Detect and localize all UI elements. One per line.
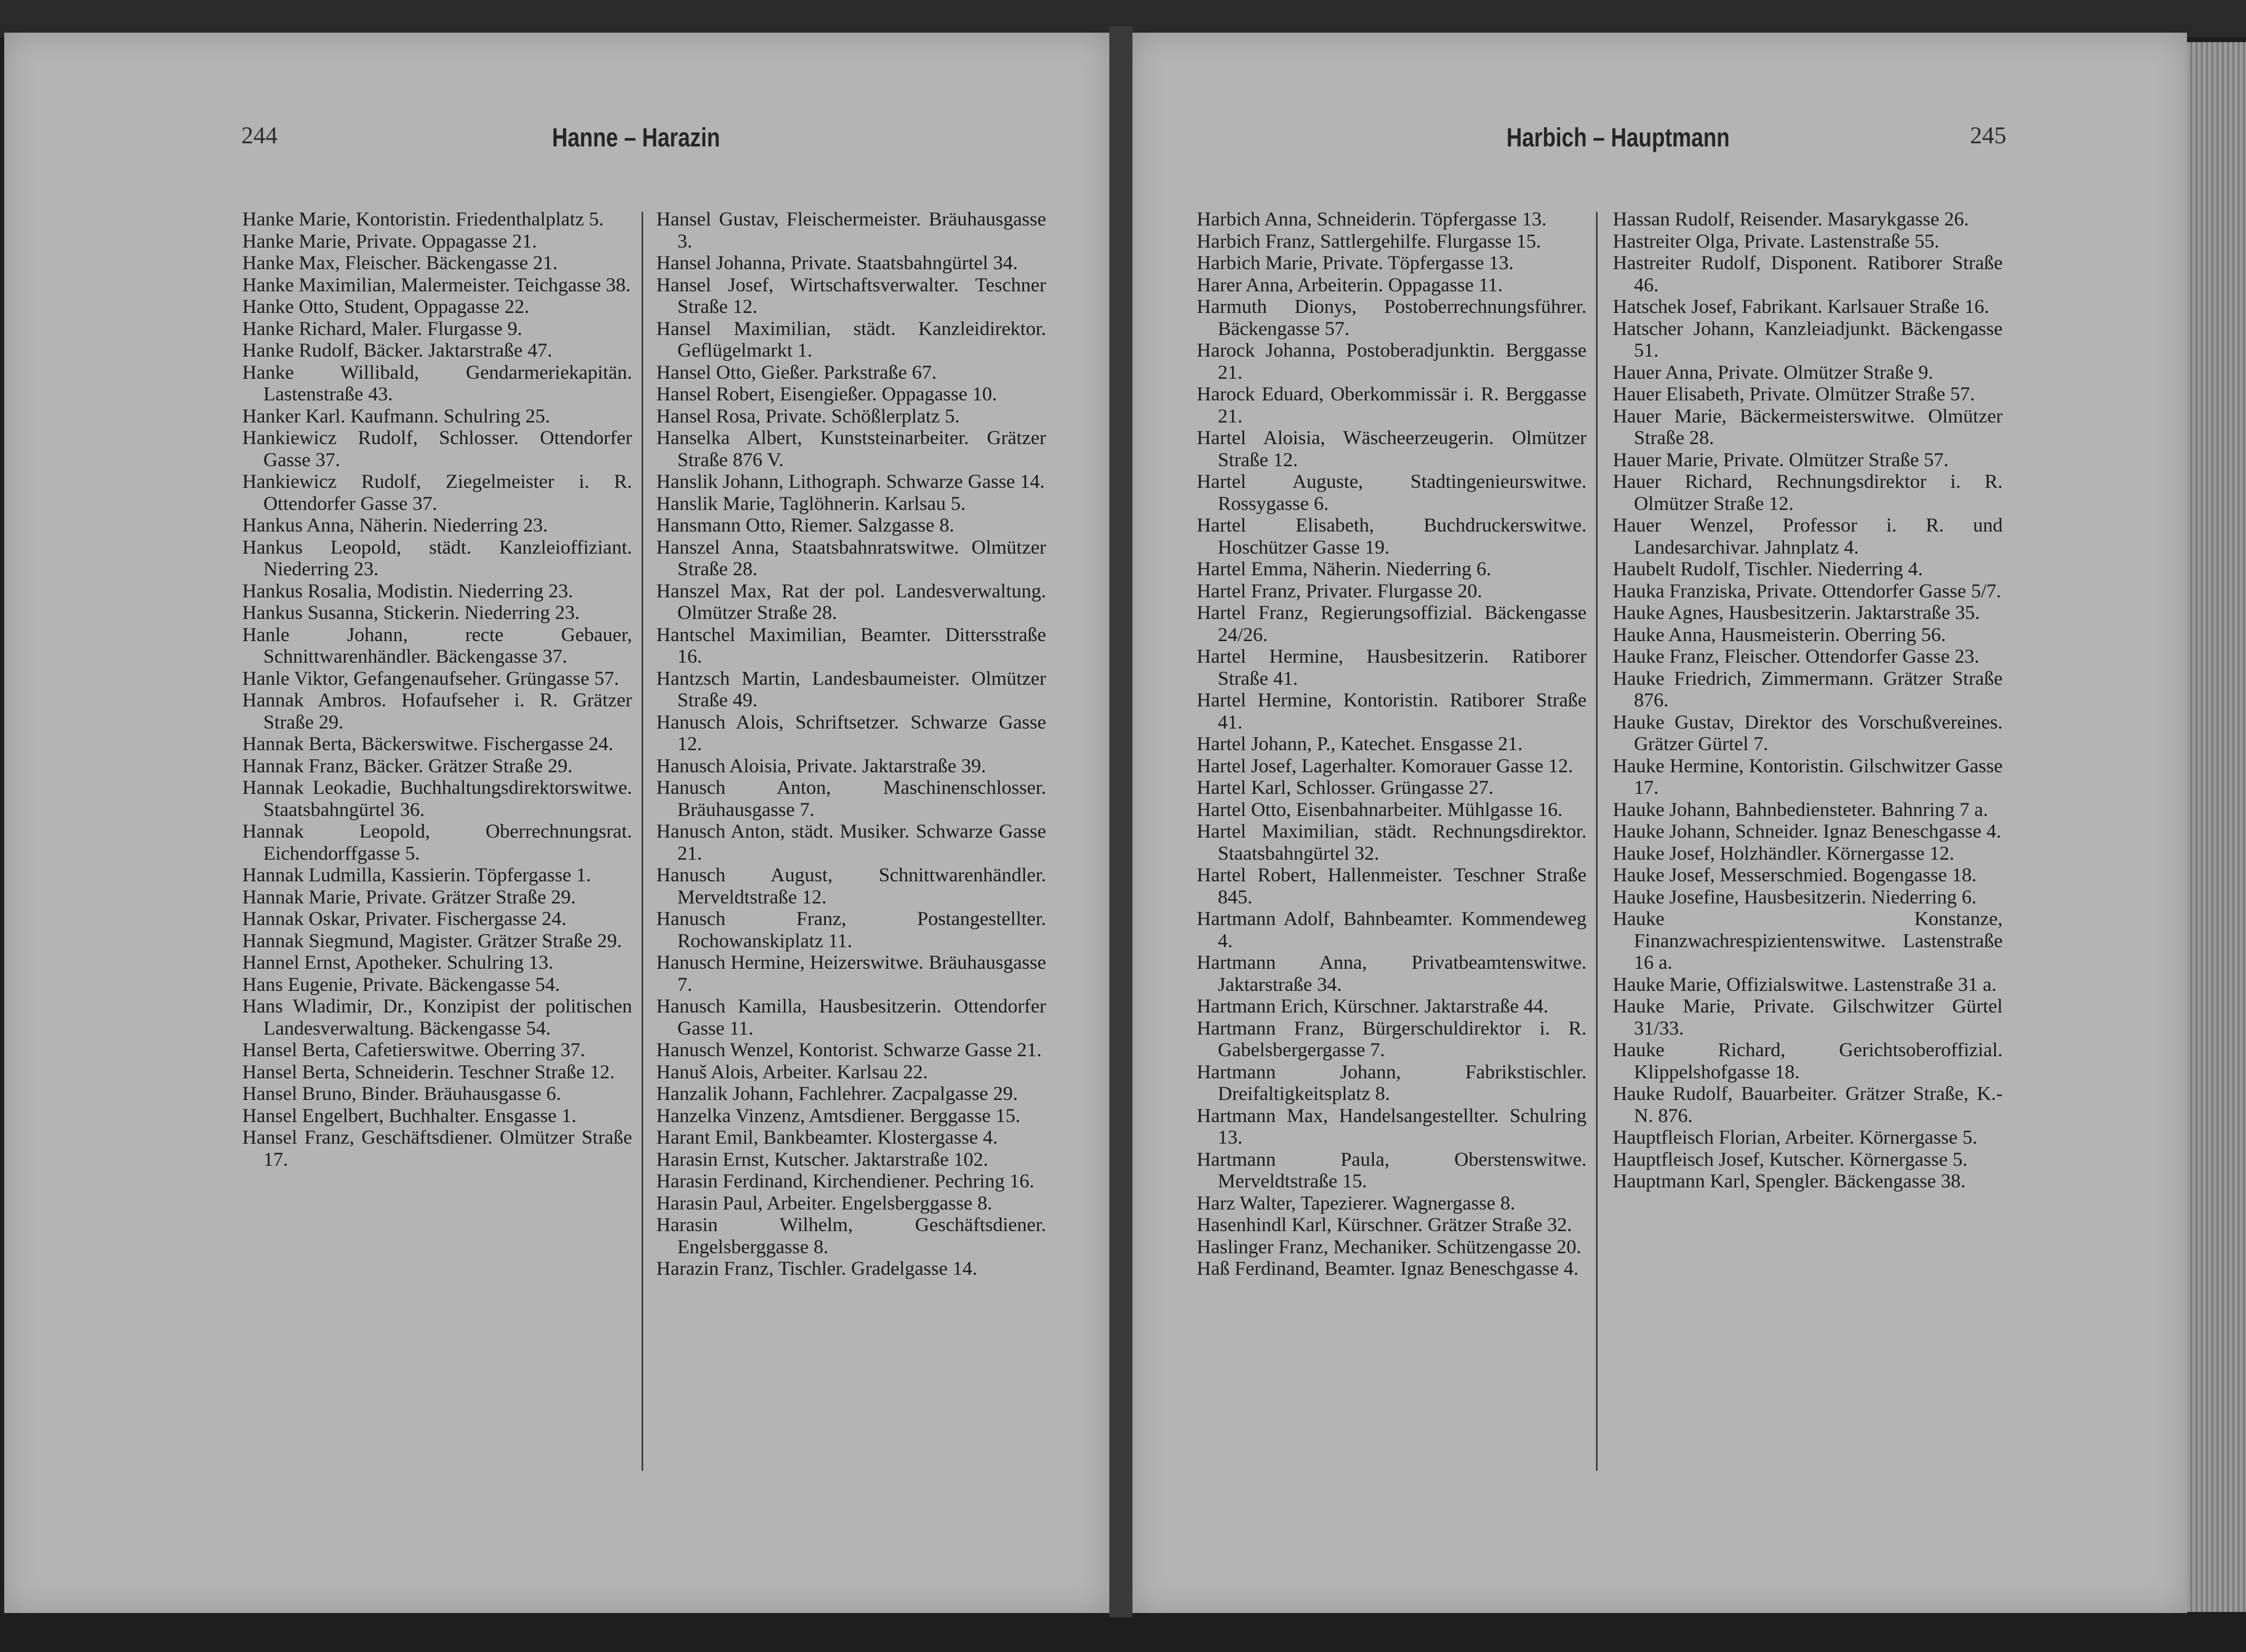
- directory-entry: Harant Emil, Bankbeamter. Klostergasse 4.: [656, 1127, 998, 1148]
- right-page: [1132, 33, 2187, 1613]
- directory-entry: Harasin Paul, Arbeiter. Engelsberggasse 8.: [656, 1192, 992, 1214]
- right-column-1: [1197, 209, 1587, 1280]
- directory-entry: Hassan Rudolf, Reisender. Masarykgasse 26.: [1613, 209, 1969, 230]
- directory-entry: Hauke Konstanze, Finanzwachrespizientenswitwe. Lastenstraße 16 a.: [1613, 908, 2003, 974]
- directory-entry: Hanke Richard, Maler. Flurgasse 9.: [242, 318, 523, 340]
- directory-entry: Harbich Anna, Schneiderin. Töpfergasse 13.: [1197, 209, 1547, 230]
- directory-entry: Hartmann Johann, Fabrikstischler. Dreifaltigkeitsplatz 8.: [1197, 1061, 1587, 1105]
- directory-entry: Hansmann Otto, Riemer. Salzgasse 8.: [656, 515, 954, 536]
- directory-entry: Hansel Gustav, Fleischermeister. Bräuhausgasse 3.: [656, 209, 1046, 252]
- directory-entry: Hauke Marie, Offizialswitwe. Lastenstraße 31 a.: [1613, 974, 1997, 996]
- running-head-right: Harbich – Hauptmann: [1506, 123, 1730, 152]
- directory-entry: Hansel Engelbert, Buchhalter. Ensgasse 1.: [242, 1105, 577, 1127]
- directory-entry: Hartel Robert, Hallenmeister. Teschner Straße 845.: [1197, 864, 1587, 908]
- left-column-2: [656, 209, 1046, 1280]
- directory-entry: Hanusch Franz, Postangestellter. Rochowanskiplatz 11.: [656, 908, 1046, 952]
- directory-entry: Hanke Otto, Student, Oppagasse 22.: [242, 296, 529, 318]
- directory-entry: Harasin Wilhelm, Geschäftsdiener. Engelsberggasse 8.: [656, 1214, 1046, 1258]
- directory-entry: Hauer Anna, Private. Olmützer Straße 9.: [1613, 361, 1934, 384]
- directory-entry: Hauke Johann, Bahnbediensteter. Bahnring 7 a.: [1613, 799, 1988, 821]
- directory-entry: Hankiewicz Rudolf, Ziegelmeister i. R. Ottendorfer Gasse 37.: [242, 471, 632, 515]
- directory-entry: Hartmann Paula, Oberstenswitwe. Merveldtstraße 15.: [1197, 1148, 1587, 1192]
- running-head-left: Hanne – Harazin: [552, 123, 720, 152]
- directory-entry: Hartmann Anna, Privatbeamtenswitwe. Jaktarstraße 34.: [1197, 952, 1587, 996]
- directory-entry: Hartel Otto, Eisenbahnarbeiter. Mühlgasse 16.: [1197, 799, 1563, 821]
- directory-entry: Hannak Franz, Bäcker. Grätzer Straße 29.: [242, 755, 573, 777]
- directory-entry: Hansel Robert, Eisengießer. Oppagasse 10.: [656, 384, 997, 405]
- directory-entry: Hankus Rosalia, Modistin. Niederring 23.: [242, 580, 574, 602]
- left-page: [4, 33, 1109, 1613]
- directory-entry: Hanke Marie, Private. Oppagasse 21.: [242, 230, 537, 252]
- directory-entry: Hartel Hermine, Kontoristin. Ratiborer Straße 41.: [1197, 690, 1587, 733]
- directory-entry: Hauke Marie, Private. Gilschwitzer Gürtel 31/33.: [1613, 996, 2003, 1039]
- directory-entry: Hantschel Maximilian, Beamter. Dittersstraße 16.: [656, 624, 1046, 667]
- directory-entry: Hanszel Anna, Staatsbahnratswitwe. Olmützer Straße 28.: [656, 536, 1046, 580]
- page-number-left: 244: [241, 122, 278, 149]
- page-edges: [2187, 42, 2246, 1612]
- directory-entry: Hansel Otto, Gießer. Parkstraße 67.: [656, 361, 937, 384]
- directory-entry: Haslinger Franz, Mechaniker. Schützengasse 20.: [1197, 1236, 1581, 1258]
- directory-entry: Hanuš Alois, Arbeiter. Karlsau 22.: [656, 1061, 928, 1083]
- directory-entry: Hanke Willibald, Gendarmeriekapitän. Lastenstraße 43.: [242, 361, 632, 405]
- directory-entry: Hanusch Wenzel, Kontorist. Schwarze Gasse 21.: [656, 1039, 1042, 1061]
- directory-entry: Hatschek Josef, Fabrikant. Karlsauer Straße 16.: [1613, 296, 1989, 318]
- directory-entry: Hansel Johanna, Private. Staatsbahngürtel 34.: [656, 252, 1018, 274]
- directory-entry: Hanusch Alois, Schriftsetzer. Schwarze Gasse 12.: [656, 711, 1046, 755]
- page-number-right: 245: [1970, 122, 2006, 149]
- directory-entry: Hartel Aloisia, Wäscheerzeugerin. Olmützer Straße 12.: [1197, 427, 1587, 471]
- directory-entry: Hanke Maximilian, Malermeister. Teichgasse 38.: [242, 274, 631, 296]
- directory-entry: Hansel Rosa, Private. Schößlerplatz 5.: [656, 405, 960, 427]
- directory-entry: Hauer Marie, Bäckermeisterswitwe. Olmützer Straße 28.: [1613, 405, 2003, 449]
- directory-entry: Hauptfleisch Florian, Arbeiter. Körnergasse 5.: [1613, 1127, 1977, 1148]
- directory-entry: Hartmann Max, Handelsangestellter. Schulring 13.: [1197, 1105, 1587, 1148]
- directory-entry: Haubelt Rudolf, Tischler. Niederring 4.: [1613, 558, 1923, 580]
- directory-entry: Hauer Marie, Private. Olmützer Straße 57.: [1613, 449, 1949, 471]
- directory-entry: Hanle Johann, recte Gebauer, Schnittwarenhändler. Bäckengasse 37.: [242, 624, 632, 667]
- directory-entry: Hanle Viktor, Gefangenaufseher. Grüngasse 57.: [242, 667, 619, 690]
- directory-entry: Hans Eugenie, Private. Bäckengasse 54.: [242, 974, 560, 996]
- directory-entry: Hauke Agnes, Hausbesitzerin. Jaktarstraße 35.: [1613, 602, 1980, 624]
- directory-entry: Hanusch Aloisia, Private. Jaktarstraße 39.: [656, 755, 986, 777]
- directory-entry: Harz Walter, Tapezierer. Wagnergasse 8.: [1197, 1192, 1515, 1214]
- directory-entry: Hartel Maximilian, städt. Rechnungsdirektor. Staatsbahngürtel 32.: [1197, 821, 1587, 864]
- directory-entry: Hauke Hermine, Kontoristin. Gilschwitzer Gasse 17.: [1613, 755, 2003, 799]
- directory-entry: Hauke Josef, Holzhändler. Körnergasse 12.: [1613, 842, 1955, 864]
- directory-entry: Hauptmann Karl, Spengler. Bäckengasse 38.: [1613, 1171, 1966, 1192]
- right-column-2: [1613, 209, 2003, 1193]
- directory-entry: Hanker Karl. Kaufmann. Schulring 25.: [242, 405, 550, 427]
- directory-entry: Hantzsch Martin, Landesbaumeister. Olmützer Straße 49.: [656, 667, 1046, 711]
- directory-entry: Hanke Rudolf, Bäcker. Jaktarstraße 47.: [242, 340, 553, 361]
- directory-entry: Hankus Leopold, städt. Kanzleioffiziant. Niederring 23.: [242, 536, 632, 580]
- directory-entry: Hanselka Albert, Kunststeinarbeiter. Grätzer Straße 876 V.: [656, 427, 1046, 471]
- directory-entry: Hankus Anna, Näherin. Niederring 23.: [242, 515, 548, 536]
- directory-entry: Hauke Friedrich, Zimmermann. Grätzer Straße 876.: [1613, 667, 2003, 711]
- directory-entry: Hansel Bruno, Binder. Bräuhausgasse 6.: [242, 1083, 562, 1105]
- directory-entry: Hauptfleisch Josef, Kutscher. Körnergasse 5.: [1613, 1148, 1968, 1171]
- directory-entry: Hanusch Anton, städt. Musiker. Schwarze Gasse 21.: [656, 821, 1046, 864]
- directory-entry: Hastreiter Olga, Private. Lastenstraße 55.: [1613, 230, 1939, 252]
- directory-entry: Hartel Karl, Schlosser. Grüngasse 27.: [1197, 777, 1494, 799]
- directory-entry: Harbich Marie, Private. Töpfergasse 13.: [1197, 252, 1514, 274]
- book-gutter: [1109, 26, 1132, 1617]
- left-column-1: [242, 209, 632, 1171]
- directory-entry: Hansel Berta, Schneiderin. Teschner Straße 12.: [242, 1061, 615, 1083]
- directory-entry: Haß Ferdinand, Beamter. Ignaz Beneschgasse 4.: [1197, 1258, 1579, 1280]
- directory-entry: Hauke Anna, Hausmeisterin. Oberring 56.: [1613, 624, 1946, 646]
- directory-entry: Hauke Johann, Schneider. Ignaz Beneschgasse 4.: [1613, 821, 2002, 842]
- directory-entry: Hannak Leokadie, Buchhaltungsdirektorswitwe. Staatsbahngürtel 36.: [242, 777, 632, 821]
- directory-entry: Hartel Johann, P., Katechet. Ensgasse 21.: [1197, 733, 1523, 755]
- directory-entry: Hannak Marie, Private. Grätzer Straße 29.: [242, 886, 576, 908]
- directory-entry: Hauke Josef, Messerschmied. Bogengasse 18.: [1613, 864, 1977, 886]
- directory-entry: Hartel Emma, Näherin. Niederring 6.: [1197, 558, 1492, 580]
- directory-entry: Hannak Siegmund, Magister. Grätzer Straße 29.: [242, 930, 622, 952]
- directory-entry: Harer Anna, Arbeiterin. Oppagasse 11.: [1197, 274, 1503, 296]
- directory-entry: Hartmann Franz, Bürgerschuldirektor i. R. Gabelsbergergasse 7.: [1197, 1017, 1587, 1061]
- directory-entry: Harock Eduard, Oberkommissär i. R. Berggasse 21.: [1197, 384, 1587, 427]
- directory-entry: Hannak Berta, Bäckerswitwe. Fischergasse 24.: [242, 733, 614, 755]
- directory-entry: Hartmann Adolf, Bahnbeamter. Kommendeweg 4.: [1197, 908, 1587, 952]
- directory-entry: Hartmann Erich, Kürschner. Jaktarstraße 44.: [1197, 996, 1549, 1017]
- directory-entry: Hauke Rudolf, Bauarbeiter. Grätzer Straße, K.-N. 876.: [1613, 1083, 2003, 1127]
- column-rule-right: [1596, 212, 1598, 1471]
- directory-entry: Hannak Ludmilla, Kassierin. Töpfergasse 1.: [242, 864, 591, 886]
- directory-entry: Hansel Franz, Geschäftsdiener. Olmützer Straße 17.: [242, 1127, 632, 1171]
- column-rule-left: [642, 212, 643, 1471]
- directory-entry: Hanslik Marie, Taglöhnerin. Karlsau 5.: [656, 493, 966, 515]
- directory-entry: Hankus Susanna, Stickerin. Niederring 23.: [242, 602, 580, 624]
- directory-entry: Harasin Ferdinand, Kirchendiener. Pechring 16.: [656, 1171, 1035, 1192]
- directory-entry: Hanszel Max, Rat der pol. Landesverwaltung. Olmützer Straße 28.: [656, 580, 1046, 624]
- directory-entry: Hartel Hermine, Hausbesitzerin. Ratiborer Straße 41.: [1197, 646, 1587, 690]
- directory-entry: Hanusch Anton, Maschinenschlosser. Bräuhausgasse 7.: [656, 777, 1046, 821]
- directory-entry: Hanke Marie, Kontoristin. Friedenthalplatz 5.: [242, 209, 604, 230]
- directory-entry: Hartel Auguste, Stadtingenieurswitwe. Rossygasse 6.: [1197, 471, 1587, 515]
- directory-entry: Harazin Franz, Tischler. Gradelgasse 14.: [656, 1258, 978, 1280]
- directory-entry: Hartel Franz, Privater. Flurgasse 20.: [1197, 580, 1482, 602]
- directory-entry: Harbich Franz, Sattlergehilfe. Flurgasse 15.: [1197, 230, 1541, 252]
- directory-entry: Hanusch Hermine, Heizerswitwe. Bräuhausgasse 7.: [656, 952, 1046, 996]
- directory-entry: Hatscher Johann, Kanzleiadjunkt. Bäckengasse 51.: [1613, 318, 2003, 361]
- directory-entry: Hannak Ambros. Hofaufseher i. R. Grätzer Straße 29.: [242, 690, 632, 733]
- directory-entry: Hauer Elisabeth, Private. Olmützer Straße 57.: [1613, 384, 1975, 405]
- directory-entry: Hansel Berta, Cafetierswitwe. Oberring 37.: [242, 1039, 585, 1061]
- directory-entry: Hartel Josef, Lagerhalter. Komorauer Gasse 12.: [1197, 755, 1573, 777]
- directory-entry: Hannak Leopold, Oberrechnungsrat. Eichendorffgasse 5.: [242, 821, 632, 864]
- directory-entry: Hauke Josefine, Hausbesitzerin. Niederring 6.: [1613, 886, 1977, 908]
- directory-entry: Hanusch Kamilla, Hausbesitzerin. Ottendorfer Gasse 11.: [656, 996, 1046, 1039]
- directory-entry: Hankiewicz Rudolf, Schlosser. Ottendorfer Gasse 37.: [242, 427, 632, 471]
- directory-entry: Hauer Richard, Rechnungsdirektor i. R. Olmützer Straße 12.: [1613, 471, 2003, 515]
- directory-entry: Hartel Franz, Regierungsoffizial. Bäckengasse 24/26.: [1197, 602, 1587, 646]
- directory-entry: Hanslik Johann, Lithograph. Schwarze Gasse 14.: [656, 471, 1045, 493]
- directory-entry: Harasin Ernst, Kutscher. Jaktarstraße 102.: [656, 1148, 989, 1171]
- directory-entry: Hansel Josef, Wirtschaftsverwalter. Teschner Straße 12.: [656, 274, 1046, 318]
- directory-entry: Hauer Wenzel, Professor i. R. und Landesarchivar. Jahnplatz 4.: [1613, 515, 2003, 558]
- directory-entry: Hartel Elisabeth, Buchdruckerswitwe. Hoschützer Gasse 19.: [1197, 515, 1587, 558]
- directory-entry: Hans Wladimir, Dr., Konzipist der politischen Landesverwaltung. Bäckengasse 54.: [242, 996, 632, 1039]
- directory-entry: Hanke Max, Fleischer. Bäckengasse 21.: [242, 252, 558, 274]
- directory-entry: Hanzelka Vinzenz, Amtsdiener. Berggasse 15.: [656, 1105, 1020, 1127]
- directory-entry: Hanzalik Johann, Fachlehrer. Zacpalgasse 29.: [656, 1083, 1018, 1105]
- directory-entry: Hannak Oskar, Privater. Fischergasse 24.: [242, 908, 567, 930]
- directory-entry: Hannel Ernst, Apotheker. Schulring 13.: [242, 952, 554, 974]
- directory-entry: Hanusch August, Schnittwarenhändler. Merveldtstraße 12.: [656, 864, 1046, 908]
- directory-entry: Harock Johanna, Postoberadjunktin. Berggasse 21.: [1197, 340, 1587, 384]
- directory-entry: Harmuth Dionys, Postoberrechnungsführer. Bäckengasse 57.: [1197, 296, 1587, 340]
- directory-entry: Hauke Franz, Fleischer. Ottendorfer Gasse 23.: [1613, 646, 1979, 667]
- directory-entry: Hansel Maximilian, städt. Kanzleidirektor. Geflügelmarkt 1.: [656, 318, 1046, 361]
- directory-entry: Hauka Franziska, Private. Ottendorfer Gasse 5/7.: [1613, 580, 2002, 602]
- directory-entry: Hauke Richard, Gerichtsoberoffizial. Klippelshofgasse 18.: [1613, 1039, 2003, 1083]
- directory-entry: Hasenhindl Karl, Kürschner. Grätzer Straße 32.: [1197, 1214, 1572, 1236]
- directory-entry: Hastreiter Rudolf, Disponent. Ratiborer Straße 46.: [1613, 252, 2003, 296]
- directory-entry: Hauke Gustav, Direktor des Vorschußvereines. Grätzer Gürtel 7.: [1613, 711, 2003, 755]
